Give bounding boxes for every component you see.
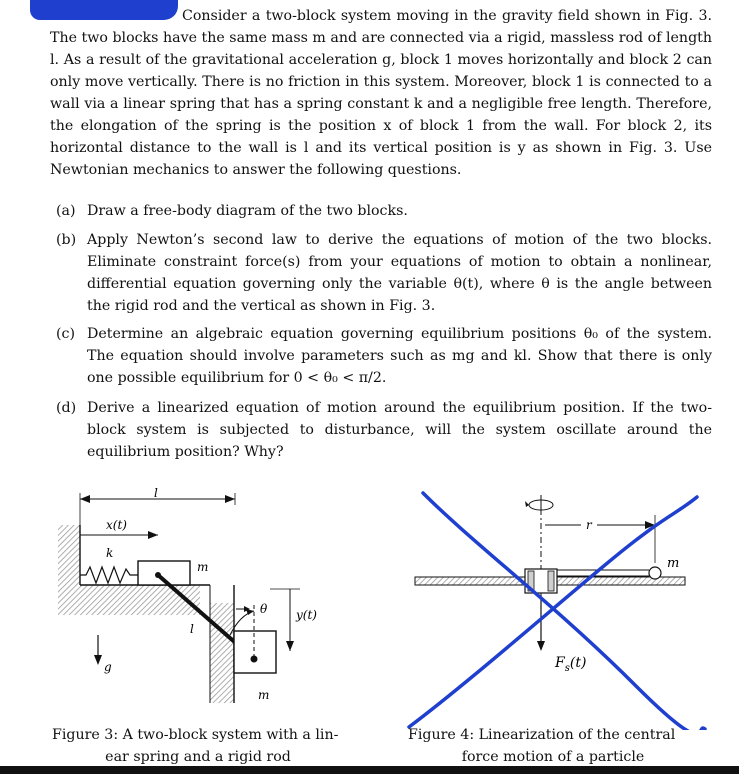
bottom-border: [0, 766, 739, 774]
label-y: y(t): [296, 608, 317, 622]
part-d-text: Derive a linearized equation of motion around the equilibrium position. If the two-block system is subjected to disturbance, will the system oscillate around the equilibrium position? Why?: [87, 400, 712, 460]
label-m1: m: [197, 560, 209, 574]
particle-mass: [649, 567, 661, 579]
label-g: g: [104, 660, 112, 674]
problem-intro: Consider a two-block system moving in the gravity field shown in Fig. 3. The two blocks have the same mass m and are connected via a rigid, massless rod of length l. As a result of the gravitational acceleration g, block 1 moves horizontally and block 2 can only move vertically. There is no friction in this system. Moreover, block 1 is connected to a wall via a linear spring that has a spring constant k and a negligible free length. Therefore, the elongation of the spring is the position x of block 1 from the wall. For block 2, its horizontal distance to the wall is l and its vertical position is y as shown in Fig. 3. Use Newtonian mechanics to answer the following questions.: [50, 8, 712, 178]
figure-3-caption: [52, 724, 344, 768]
figure-3-caption-line1: Figure 3: A two-block system with a lin-: [52, 727, 339, 743]
label-l-top: l: [154, 486, 158, 500]
label-l-rod: l: [190, 622, 194, 636]
figure-3-diagram: [40, 485, 360, 720]
cross-out-stroke-2: [409, 497, 697, 727]
block-2: [234, 631, 276, 673]
spring: [80, 567, 138, 583]
label-force: $F_s(t)$: [555, 655, 587, 674]
label-k: k: [106, 546, 114, 560]
figure-4-diagram: [405, 485, 715, 730]
part-c-text: Determine an algebraic equation governing equilibrium positions θ₀ of the system. The equation should involve parameters such as mg and kl. Show that there is only one possible equilibrium for 0 < θ₀ < π/2.: [87, 326, 712, 386]
label-m: m: [667, 556, 680, 571]
figure-3-caption-line2: ear spring and a rigid rod: [105, 749, 291, 765]
figure-4-caption-line1: Figure 4: Linearization of the central: [408, 727, 676, 743]
label-m2: m: [258, 688, 270, 702]
cross-out-stroke-1: [423, 493, 705, 730]
right-wall-hatch: [210, 603, 234, 703]
part-d-label: (d): [56, 400, 77, 416]
label-x: x(t): [106, 518, 127, 532]
label-r: r: [586, 518, 592, 532]
part-a-label: (a): [56, 203, 76, 219]
figure-4-caption-line2: force motion of a particle: [461, 749, 645, 765]
part-a-text: Draw a free-body diagram of the two blocks.: [87, 203, 408, 219]
figure-4-caption: [408, 724, 698, 768]
part-c-label: (c): [56, 326, 76, 342]
label-theta: θ: [260, 602, 268, 616]
part-b-text: Apply Newton’s second law to derive the equations of motion of the two blocks. Eliminate constraint force(s) from your equations of motion to obtain a nonlinear, differential equation governing only the variable θ(t), where θ is the angle between the rigid rod and the vertical as shown in Fig. 3.: [87, 232, 712, 314]
part-b-label: (b): [56, 232, 77, 248]
